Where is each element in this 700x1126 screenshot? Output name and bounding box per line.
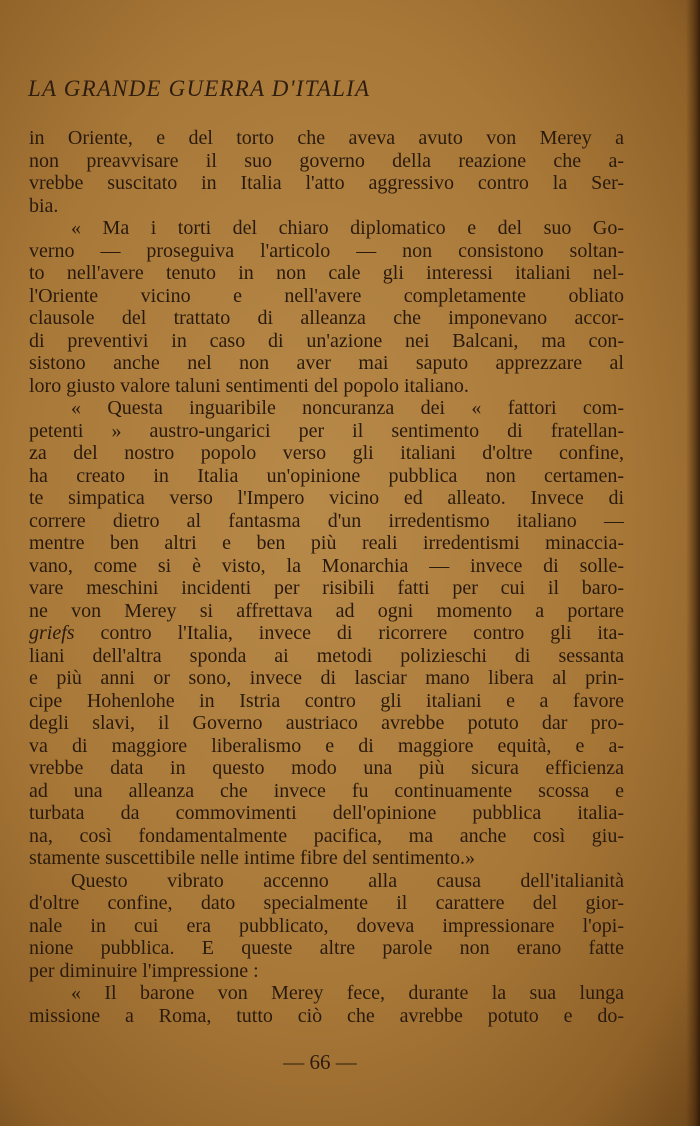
text-line: liani dell'altra sponda ai metodi polizieschi di sessanta [29,644,624,667]
text-line: l'Oriente vicino e nell'avere completamente obliato [29,284,624,307]
text-line: griefs contro l'Italia, invece di ricorrere contro gli ita- [29,622,624,644]
page-edge-shadow [686,0,700,1126]
text-line: ad una alleanza che invece fu continuamente scossa e [29,779,624,802]
text-line: in Oriente, e del torto che aveva avuto von Merey a [29,127,624,149]
text-line: vare meschini incidenti per risibili fatti per cui il baro- [29,577,624,599]
text-line: nale in cui era pubblicato, doveva impressionare l'opi- [29,914,624,937]
text-line: petenti » austro-ungarici per il sentimento di fratellan- [29,419,624,442]
text-line: clausole del trattato di alleanza che imponevano accor- [29,307,624,329]
text-line: turbata da commovimenti dell'opinione pubblica italia- [29,802,624,824]
text-line: va di maggiore liberalismo e di maggiore equità, e a- [29,734,624,757]
text-line: na, così fondamentalmente pacifica, ma anche così giu- [29,824,624,847]
running-head: LA GRANDE GUERRA D'ITALIA [28,76,371,101]
text-line: vano, come si è visto, la Monarchia — invece di solle- [29,554,624,577]
text-line: cipe Hohenlohe in Istria contro gli italiani e a favore [29,689,624,712]
text-line: loro giusto valore taluni sentimenti del popolo italiano. [29,374,469,397]
text-line: te simpatica verso l'Impero vicino ed alleato. Invece di [29,487,624,509]
page-number: — 66 — [283,1050,357,1074]
text-line: sistono anche nel non aver mai saputo apprezzare al [29,352,624,374]
text-line: di preventivi in caso di un'azione nei Balcani, ma con- [29,329,624,352]
text-line: « Questa inguaribile noncuranza dei « fattori com- [71,397,624,419]
text-line: Questo vibrato accenno alla causa dell'italianità [71,869,624,892]
text-line: degli slavi, il Governo austriaco avrebbe potuto dar pro- [29,712,624,734]
body-text [29,127,624,1027]
text-line: e più anni or sono, invece di lasciar mano libera al prin- [29,667,624,689]
text-line: verno — proseguiva l'articolo — non consistono soltan- [29,239,624,262]
text-line: missione a Roma, tutto ciò che avrebbe potuto e do- [29,1004,624,1027]
text-line: ne von Merey si affrettava ad ogni momento a portare [29,599,624,622]
text-line: ha creato in Italia un'opinione pubblica non certamen- [29,464,624,487]
text-line: per diminuire l'impressione : [29,959,259,982]
text-line: d'oltre confine, dato specialmente il carattere del gior- [29,892,624,914]
text-line: vrebbe suscitato in Italia l'atto aggressivo contro la Ser- [29,172,624,194]
text-line: « Ma i torti del chiaro diplomatico e del suo Go- [71,217,624,239]
text-line: correre dietro al fantasma d'un irredentismo italiano — [29,509,624,532]
text-line: za del nostro popolo verso gli italiani d'oltre confine, [29,442,624,464]
text-line: non preavvisare il suo governo della reazione che a- [29,149,624,172]
text-line: « Il barone von Merey fece, durante la sua lunga [71,982,624,1004]
text-line: stamente suscettibile nelle intime fibre del sentimento.» [29,847,475,869]
text-line: vrebbe data in questo modo una più sicura efficienza [29,757,624,779]
text-line: bia. [29,194,59,217]
text-line: mentre ben altri e ben più reali irredentismi minaccia- [29,532,624,554]
text-line: nione pubblica. E queste altre parole non erano fatte [29,937,624,959]
text-line: to nell'avere tenuto in non cale gli interessi italiani nel- [29,262,624,284]
